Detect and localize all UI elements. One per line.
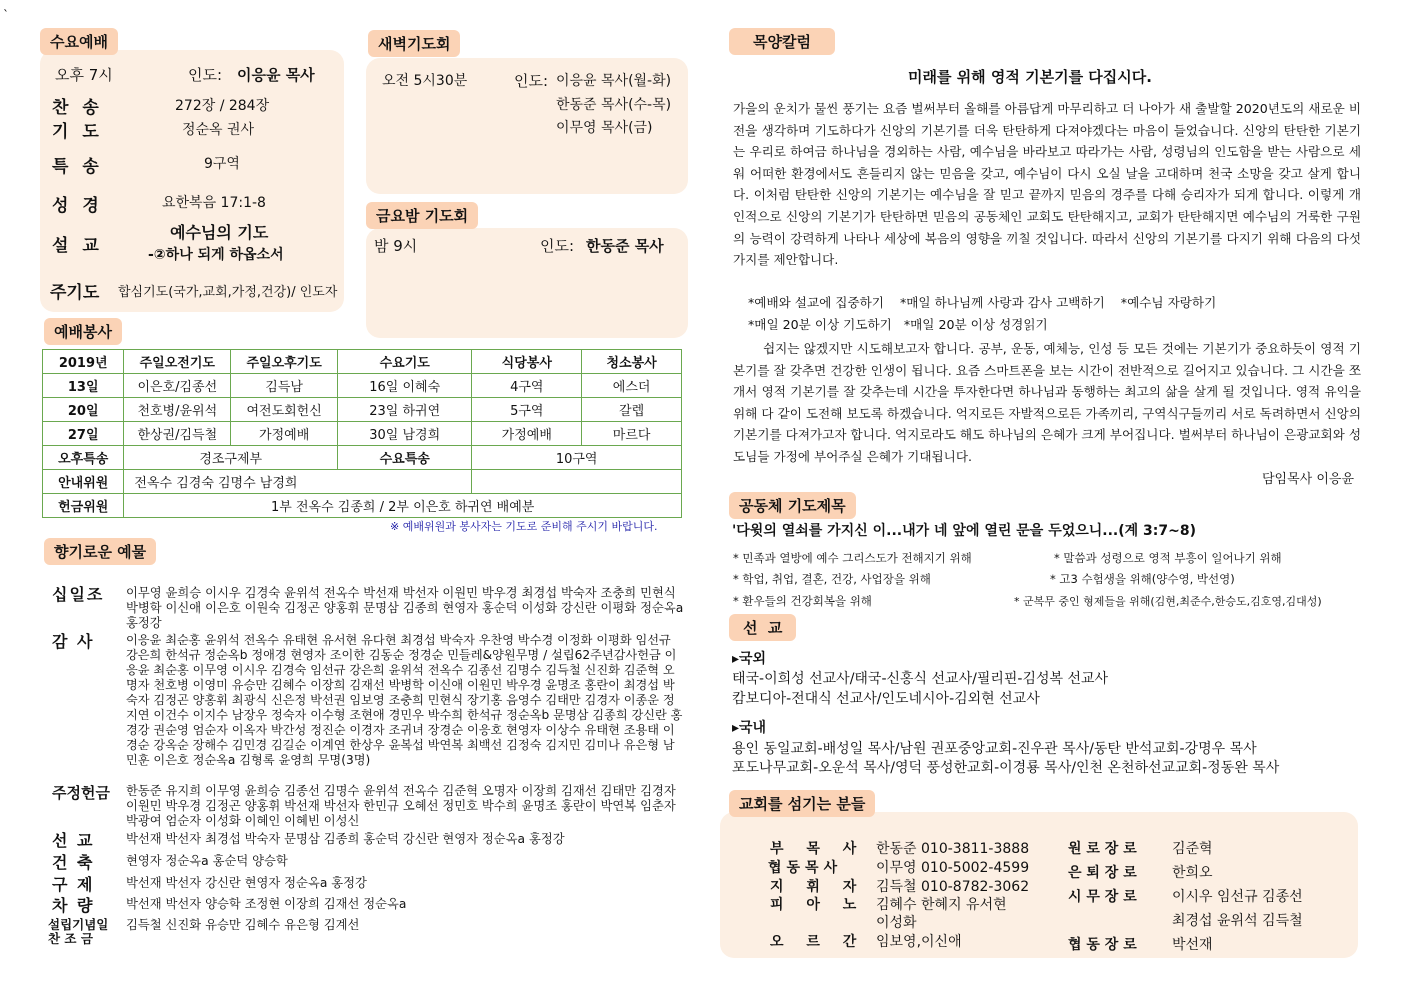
friday-tab: 금요밤 기도회 — [366, 202, 478, 229]
table-cell: 한상권/김득철 — [124, 422, 231, 446]
column-signature: 담임목사 이응윤 — [1262, 472, 1355, 487]
hymn-value: 272장 / 284장 — [175, 98, 270, 114]
staff-role: 지 휘 자 — [770, 879, 866, 895]
prayer-item: * 말씀과 성령으로 영적 부흥이 일어나기 위해 — [1054, 551, 1282, 565]
mission-tab: 선 교 — [729, 614, 796, 641]
friday-time: 밤 9시 — [374, 237, 418, 255]
table-cell: 16일 이혜숙 — [338, 374, 472, 398]
dawn-leader-1: 이응윤 목사(월-화) — [556, 73, 672, 89]
lords-prayer-label: 주기도 — [50, 283, 100, 303]
table-cell: 여전도회헌신 — [231, 398, 338, 422]
offering-names: 박선재 박선자 강신란 현영자 정순옥a 홍정강 — [126, 876, 367, 890]
usher-value: 전옥수 김경숙 김명수 남경희 — [124, 470, 472, 494]
dawn-time: 오전 5시30분 — [382, 73, 468, 89]
sermon-subtitle: -②하나 되게 하옵소서 — [148, 247, 284, 263]
special-label: 오후특송 — [43, 446, 124, 470]
sermon-title: 예수님의 기도 — [170, 223, 269, 242]
offering-names: 박선재 박선자 양승학 조정현 이장희 김재선 정순옥a — [126, 897, 407, 911]
corner-mark: ` — [3, 8, 9, 22]
table-cell: 이은호/김종선 — [124, 374, 231, 398]
prayer-tab: 공동체 기도제목 — [729, 492, 856, 519]
offering-weekly — [52, 784, 684, 829]
mission-foreign-label: ▸국외 — [732, 651, 767, 667]
offering-label: 선 교 — [52, 831, 95, 850]
table-cell: 30일 남경희 — [338, 422, 472, 446]
staff-role: 시 무 장 로 — [1068, 889, 1137, 905]
table-row — [43, 374, 682, 398]
offering-names: 한동준 유지희 이무영 윤희승 김종선 김명수 윤위석 전옥수 김준혁 오명자 이장희 김재선 김태만 김경자 이원민 박우경 김정곤 양홍휘 박선재 박선자 한민규 오혜선 정민호 박수희 윤명조 홍란이 박연복 임춘자 박광여 엄순자 이성화 이혜인 이혜빈 이성신 — [126, 784, 676, 828]
offering-label: 설립기념일 찬 조 금 — [48, 917, 109, 946]
offering-label: 주정헌금 — [52, 784, 110, 802]
offering-value: 1부 전옥수 김종희 / 2부 이은호 하귀연 배예분 — [124, 494, 682, 518]
sermon-label: 설 교 — [52, 236, 103, 256]
service-note: ※ 예배위원과 봉사자는 기도로 준비해 주시기 바랍니다. — [390, 520, 658, 533]
staff-value: 최경섭 윤위석 김득철 — [1172, 913, 1303, 929]
staff-value: 이성화 — [876, 915, 917, 931]
staff-value: 이무영 010-5002-4599 — [876, 860, 1030, 876]
prayer-verse: '다윗의 열쇠를 가지신 이...내가 네 앞에 열린 문을 두었으니...(계 3:7~8) — [732, 523, 1196, 539]
wednesday-leader-name: 이응윤 목사 — [237, 66, 315, 84]
wednesday-box — [40, 50, 344, 312]
offering-label: 십일조 — [52, 585, 105, 604]
wed-special-value: 10구역 — [472, 446, 682, 470]
special-value: 경조구제부 — [124, 446, 338, 470]
col-sun-pm: 주일오후기도 — [231, 350, 338, 374]
table-cell — [472, 470, 682, 494]
column-list-1: *예배와 설교에 집중하기 *매일 하나님께 사랑과 감사 고백하기 *예수님 자랑하기 — [748, 295, 1217, 310]
table-cell: 김득남 — [231, 374, 338, 398]
special-song-value: 9구역 — [204, 156, 240, 172]
table-cell: 천호병/윤위석 — [124, 398, 231, 422]
offering-names: 현영자 정순옥a 홍순덕 양승학 — [126, 854, 288, 868]
friday-leader-name: 한동준 목사 — [586, 237, 664, 255]
column-paragraph-2: 쉽지는 않겠지만 시도해보고자 합니다. 공부, 운동, 예체능, 인성 등 모든 것에는 기본기가 중요하듯이 영적 기본기를 잘 갖추면 건강한 인생이 됩니다. 요즘 스마트폰을 보는 시간이 전반적으로 길어지고 있습니다. 그 시간을 쪼개서 영적 기본기를 잘 갖추는데 시간을 투자한다면 하나님과 동행하는 최고의 삶을 살게 될 것입니다. 영적 유익을 위해 다 같이 도전해 보도록 하겠습니다. 억지로든 자발적으로든 가족끼리, 구역식구들끼리 서로 독려하면서 신앙의 기본기를 다져가고자 합니다. 억지로라도 해도 하나님의 은혜가 크게 부어집니다. 벌써부터 하나님이 은광교회와 성도님들 가정에 부어주실 은혜가 기대됩니다. — [733, 341, 1361, 464]
staff-role: 오 르 간 — [770, 934, 866, 950]
staff-role: 은 퇴 장 로 — [1068, 865, 1137, 881]
dawn-leader-label: 인도: — [514, 72, 549, 90]
offering-label: 헌금위원 — [43, 494, 124, 518]
service-tab: 예배봉사 — [44, 318, 122, 345]
staff-value: 이시우 임선규 김종선 — [1172, 889, 1303, 905]
col-cleaning: 청소봉사 — [582, 350, 682, 374]
prayer-item: * 학업, 취업, 결혼, 건강, 사업장을 위해 — [733, 572, 931, 586]
table-cell: 에스더 — [582, 374, 682, 398]
service-table — [42, 349, 682, 518]
staff-role: 피 아 노 — [770, 897, 866, 913]
usher-label: 안내위원 — [43, 470, 124, 494]
scripture-value: 요한복음 17:1-8 — [162, 195, 266, 211]
table-row — [43, 470, 682, 494]
staff-value: 임보영,이신애 — [876, 934, 962, 950]
table-cell: 5구역 — [472, 398, 582, 422]
prayer-item: * 고3 수험생을 위해(양수영, 박선영) — [1050, 572, 1235, 586]
col-wed: 수요기도 — [338, 350, 472, 374]
offerings-tab: 향기로운 예물 — [44, 538, 156, 565]
offering-label: 건 축 — [52, 853, 95, 872]
staff-value: 김혜수 한혜지 유서현 — [876, 897, 1007, 913]
offering-anniversary — [48, 918, 684, 946]
offering-thanks — [52, 633, 684, 768]
column-paragraph-1: 가을의 운치가 물씬 풍기는 요즘 벌써부터 올해를 아름답게 마무리하고 더 나아가 새 출발할 2020년도의 새로운 비전을 생각하며 기도하다가 신앙의 기본기를 더욱 탄탄하게 다져야겠다는 마음이 들었습니다. 신앙의 탄탄한 기본기는 우리로 하여금 하나님을 경외하는 사람, 예수님을 바라보고 따라가는 사람, 성령님의 인도함을 받는 사람으로 세워 어떠한 환경에서도 흔들리지 않는 믿음을 갖고, 예수님이 다시 오실 날을 고대하며 천국 소망을 갖고 살게 합니다. 이처럼 탄탄한 신앙의 기본기는 예수님을 잘 믿고 끝까지 믿음의 경주를 다해 승리자가 되게 합니다. 이렇게 개인적으로 신앙의 기본기가 탄탄하면 믿음의 공동체인 교회도 탄탄해지고, 교회가 탄탄해지면 예수님의 거룩한 구원의 능력이 강력하게 나타나 세상에 복음의 영향을 끼칠 것입니다. 따라서 신앙의 기본기를 다지기 위해 다음의 다섯 가지를 제안합니다. — [733, 101, 1361, 268]
prayer-item: * 민족과 열방에 예수 그리스도가 전해지기 위해 — [733, 551, 972, 565]
table-cell: 가정예배 — [472, 422, 582, 446]
col-sun-am: 주일오전기도 — [124, 350, 231, 374]
prayer-item: * 군복무 중인 형제들을 위해(김현,최준수,한승도,김호영,김대성) — [1014, 595, 1322, 608]
offering-names: 김득철 신진화 유승만 김혜수 유은형 김계선 — [126, 918, 360, 932]
table-cell: 가정예배 — [231, 422, 338, 446]
table-row — [43, 398, 682, 422]
wednesday-time: 오후 7시 — [55, 66, 113, 84]
mission-foreign-line: 캄보디아-전대식 선교사/인도네시아-김외현 선교사 — [732, 691, 1040, 707]
col-kitchen: 식당봉사 — [472, 350, 582, 374]
table-cell: 갈렙 — [582, 398, 682, 422]
lords-prayer-value: 합심기도(국가,교회,가정,건강)/ 인도자 — [118, 285, 338, 300]
prayer-item: * 환우들의 건강회복을 위해 — [733, 594, 872, 608]
scripture-label: 성 경 — [52, 196, 103, 216]
prayer-label: 기 도 — [52, 122, 103, 142]
column-list-2: *매일 20분 이상 기도하기 *매일 20분 이상 성경읽기 — [748, 317, 1048, 332]
special-song-label: 특 송 — [52, 157, 103, 177]
wed-special-label: 수요특송 — [338, 446, 472, 470]
offering-names: 박선재 박선자 최경섭 박숙자 문명삼 김종희 홍순덕 강신란 현영자 정순옥a 홍정강 — [126, 832, 565, 846]
staff-role: 원 로 장 로 — [1068, 841, 1137, 857]
staff-value: 한동준 010-3811-3888 — [876, 841, 1030, 857]
table-cell: 20일 — [43, 398, 124, 422]
staff-role: 협 동 장 로 — [1068, 937, 1137, 953]
staff-role: 협동목사 — [768, 860, 843, 876]
mission-foreign-line: 태국-이희성 선교사/태국-신홍식 선교사/필리핀-김성복 선교사 — [732, 671, 1109, 687]
offering-relief — [52, 876, 684, 894]
offering-label: 차 량 — [52, 896, 95, 915]
table-cell: 4구역 — [472, 374, 582, 398]
table-row — [43, 422, 682, 446]
offering-label: 구 제 — [52, 875, 95, 894]
dawn-leader-3: 이무영 목사(금) — [556, 120, 653, 136]
mission-domestic-line: 포도나무교회-오운석 목사/영덕 풍성한교회-이경룡 목사/인천 온천하선교교회-정동완 목사 — [732, 760, 1280, 776]
staff-value: 김득철 010-8782-3062 — [876, 879, 1030, 895]
table-cell: 23일 하귀연 — [338, 398, 472, 422]
dawn-tab: 새벽기도회 — [368, 30, 460, 57]
offering-names: 이응윤 최순홍 윤위석 전옥수 유태현 유서현 유다현 최경섭 박숙자 우찬영 박수경 이정화 이평화 임선규 강은희 한석규 정순옥b 정애경 현영자 조이한 김동순 정경순 민들레&양원무명 / 설립62주년감사헌금 이응윤 최순홍 이무영 이시우 김경숙 임선규 강은희 윤위석 전옥수 김종선 김명수 김득철 신진화 김준혁 오명자 천호병 이영미 유승만 김혜수 이장희 김재선 박병학 이신애 이원민 박우경 윤명조 홍란이 최경섭 박숙자 김정곤 양홍휘 최광식 신은정 박선권 임보영 조충희 민현식 장기홍 음영수 김태만 김경자 이종운 정지연 이건수 이지수 남장우 정숙자 이수형 조현애 경민우 박수희 한석규 정순옥b 문명삼 김종희 강신란 홍경강 권순영 엄순자 이옥자 박간성 정진순 이경자 조귀녀 장경순 이응호 현영자 이상수 유태현 조용태 이경순 강옥순 장해수 김민경 김길순 이계연 한상우 윤복섭 박연복 최백선 김정숙 김지민 김미나 유은형 남민훈 이은호 정순옥a 김형록 윤영희 무명(3명) — [126, 633, 683, 767]
prayer-value: 정순옥 권사 — [182, 122, 255, 138]
offering-tithe — [52, 586, 684, 631]
mission-domestic-line: 용인 동일교회-배성일 목사/남원 권포중앙교회-진우관 목사/동탄 반석교회-강명우 목사 — [732, 741, 1257, 757]
staff-role: 부 목 사 — [770, 841, 866, 857]
offering-mission — [52, 832, 684, 850]
table-cell: 13일 — [43, 374, 124, 398]
staff-value: 한희오 — [1172, 865, 1213, 881]
offering-label: 감 사 — [52, 632, 95, 651]
staff-value: 박선재 — [1172, 937, 1213, 953]
col-year: 2019년 — [43, 350, 124, 374]
mission-domestic-label: ▸국내 — [732, 720, 767, 736]
table-row — [43, 494, 682, 518]
wednesday-tab: 수요예배 — [40, 28, 118, 55]
staff-tab: 교회를 섬기는 분들 — [729, 790, 875, 817]
wednesday-leader-label: 인도: — [188, 66, 223, 84]
table-row — [43, 446, 682, 470]
column-title: 미래를 위해 영적 기본기를 다집시다. — [908, 68, 1152, 86]
table-cell: 27일 — [43, 422, 124, 446]
table-cell: 마르다 — [582, 422, 682, 446]
dawn-leader-2: 한동준 목사(수-목) — [556, 97, 672, 113]
offering-names: 이무영 윤희승 이시우 김경숙 윤위석 전옥수 박선재 박선자 이원민 박우경 최경섭 박숙자 조충희 민현식 박병학 이신애 이은호 이원숙 김정곤 양홍휘 문명삼 김종희 현영자 홍순덕 이성화 강신란 이평화 정순옥a 홍정강 — [126, 586, 684, 630]
friday-leader-label: 인도: — [540, 237, 575, 255]
offering-vehicle — [52, 897, 684, 915]
column-tab: 목양칼럼 — [729, 28, 835, 55]
staff-value: 김준혁 — [1172, 841, 1213, 857]
offering-building — [52, 854, 684, 872]
hymn-label: 찬 송 — [52, 98, 103, 118]
